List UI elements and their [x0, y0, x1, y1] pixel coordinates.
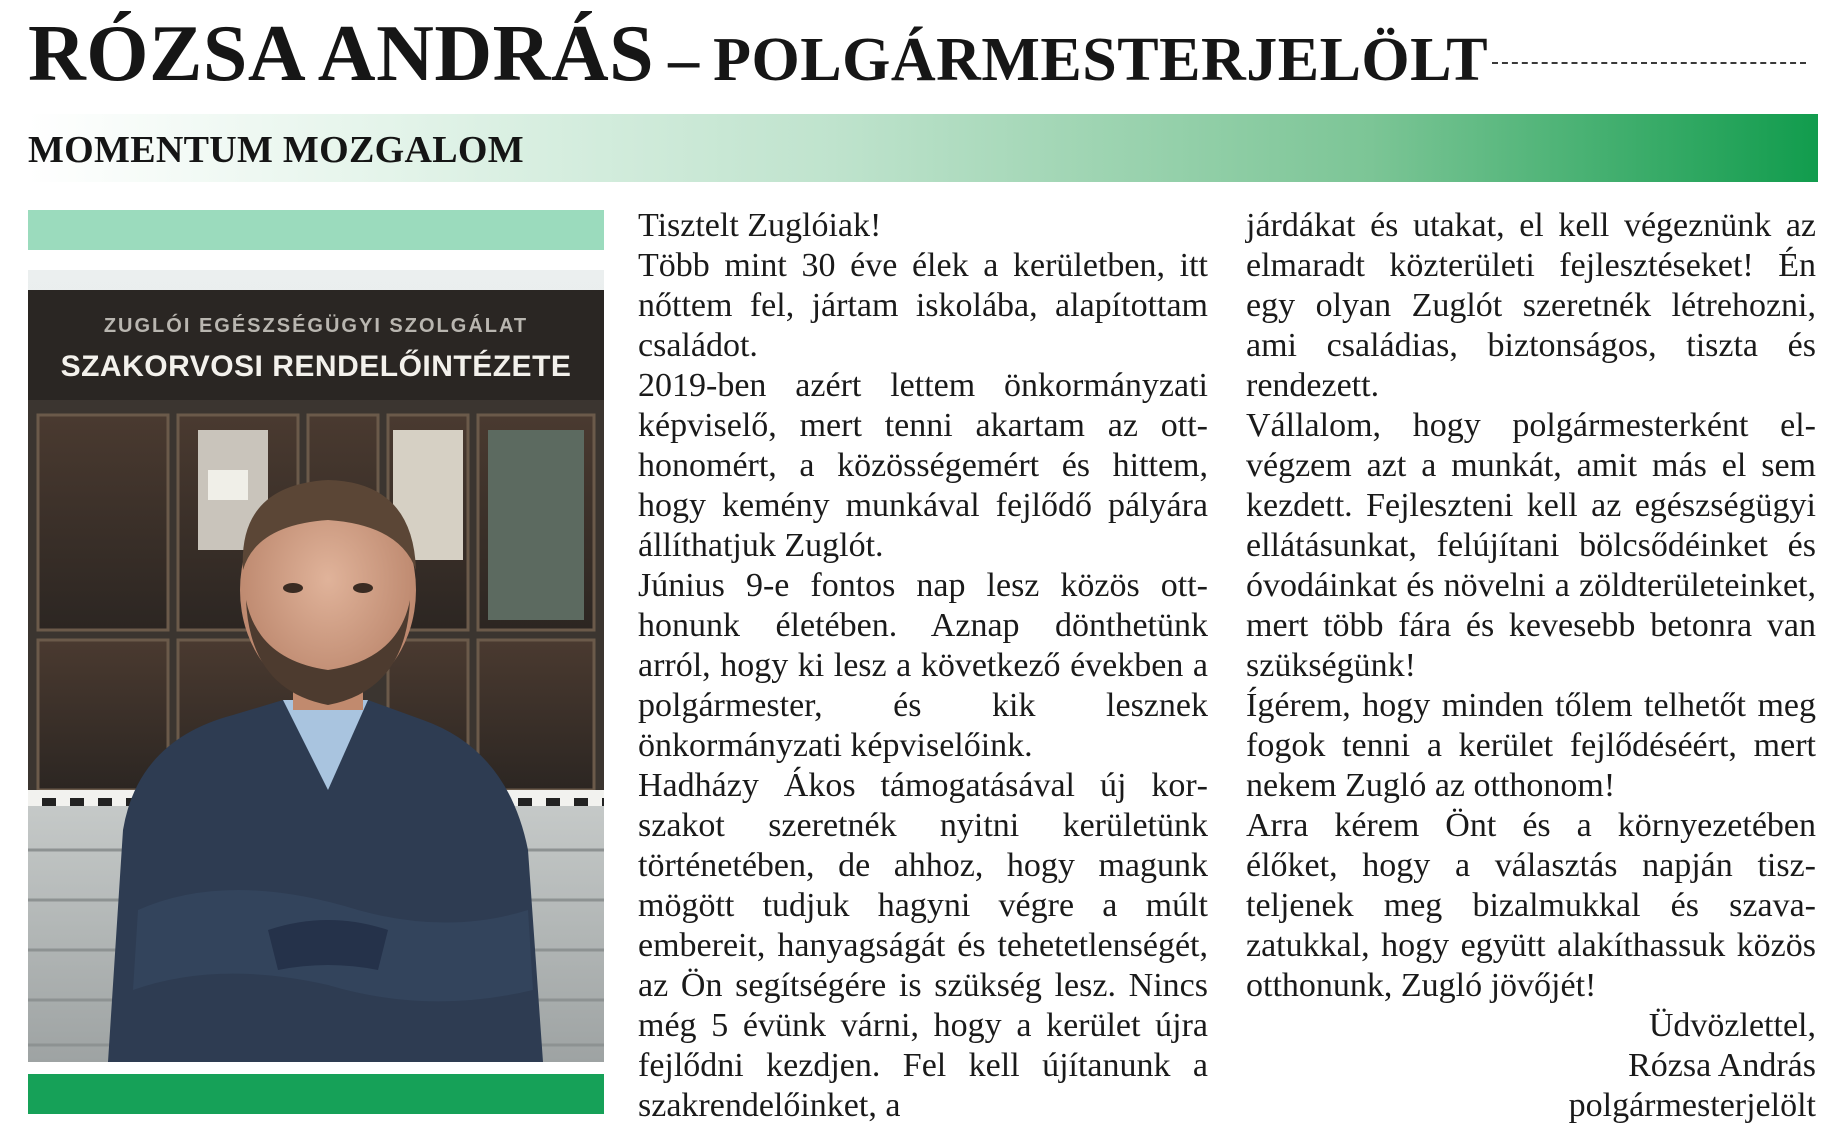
article-column-right	[1246, 206, 1816, 1126]
signature-role: polgármesterjelölt	[1568, 1087, 1816, 1124]
sign-line-1: ZUGLÓI EGÉSZSÉGÜGYI SZOLGÁLAT	[103, 315, 529, 337]
paragraph: Június 9-e fontos nap lesz közös otthonunk életében. Aznap dönthetünk arról, hogy ki lesz a következő években a polgármester, és kik lesznek önkormányzati képviselőink.	[638, 567, 1208, 764]
headline-separator: –	[668, 26, 700, 94]
paragraph: Hadházy Ákos támogatásával új korszakot szeretnék nyitni kerületünk történetében, de ahhoz, hogy magunk mögött tudjuk hagyni végre a múlt embereit, hanyagságát és tehetetlenségét, az Ön segítségére is szükség lesz. Nincs még 5 évünk várni, hogy a kerület újra fejlődni kezdjen. Fel kell újítanunk a szakrendelőinket, a	[638, 767, 1208, 1124]
photo-top-bar	[28, 210, 604, 250]
greeting: Tisztelt Zuglóiak!	[638, 207, 882, 244]
party-name: MOMENTUM MOZGALOM	[28, 129, 524, 171]
headline-dashed-rule	[1492, 62, 1806, 64]
article-column-middle	[638, 206, 1208, 1126]
sign-line-2: SZAKORVOSI RENDELŐINTÉZETE	[60, 350, 572, 383]
headline	[28, 10, 1818, 98]
paragraph: 2019-ben azért lettem önkormányzati képviselő, mert tenni akartam az otthonomért, a közösségemért és hittem, hogy kemény munkával fejlődő pályára állíthatjuk Zuglót.	[638, 367, 1208, 564]
candidate-name: RÓZSA ANDRÁS	[28, 10, 655, 98]
closing-salutation: Üdvözlettel,	[1648, 1007, 1816, 1044]
paragraph: Arra kérem Önt és a környezetében élőket, hogy a választás napján tiszteljenek meg bizalmukkal és szavazatukkal, hogy együtt alakíthassuk közös otthonunk, Zugló jövőjét!	[1246, 807, 1816, 1004]
photo-bottom-bar	[28, 1074, 604, 1114]
paragraph: Vállalom, hogy polgármesterként elvégzem azt a munkát, amit más el sem kezdett. Fejleszteni kell az egészségügyi ellátásunkat, felújítani bölcsődéinket és óvodáinkat és növelni a zöldterületeinket, mert több fára és kevesebb betonra van szükségünk!	[1246, 407, 1816, 684]
paragraph: Ígérem, hogy minden tőlem telhetőt meg fogok tenni a kerület fejlődéséért, mert nekem Zugló az otthonom!	[1246, 687, 1816, 804]
signature-name: Rózsa András	[1628, 1047, 1816, 1084]
candidate-role: POLGÁRMESTERJELÖLT	[713, 26, 1489, 94]
paragraph: járdákat és utakat, el kell végeznünk az elmaradt közterületi fejlesztéseket! Én egy olyan Zuglót szeretnék létrehozni, ami családias, biztonságos, tiszta és rendezett.	[1246, 207, 1816, 404]
candidate-photo	[28, 270, 604, 1062]
paragraph: Több mint 30 éve élek a kerületben, itt nőttem fel, jártam iskolába, alapítottam családot.	[638, 247, 1208, 364]
